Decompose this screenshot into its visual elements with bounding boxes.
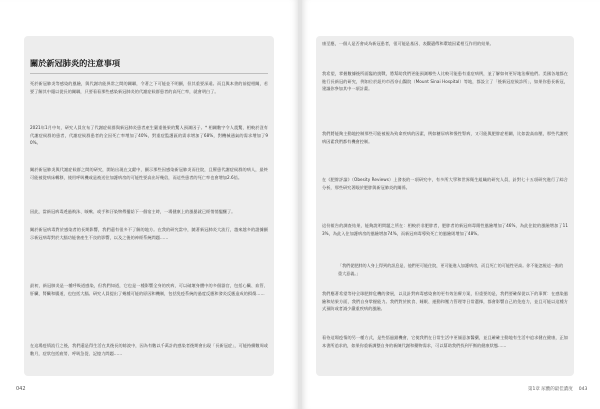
block-quote: 「我們從肥胖的人身上得到的訊息是，他們更可能住院，更可能進入加護病房，而且死亡的可能性更高。你不能忽視這一點的重大意義。」 bbox=[338, 263, 564, 276]
chapter-label: 第1章 尿酸的最佳濃度 bbox=[528, 387, 573, 392]
paragraph: 我們將能夠主動地控制那些可能被視為致命疾病的因素，例如糖尿病和慢性腎病，又可能與肥胖症相關，比如說高血壓，那些代謝疾病因素我們都有機會控制。 bbox=[322, 131, 568, 144]
paragraph: 看待這場疫情的另一種方式，是些悟過錯機會，它使我們在日常生活中更傾意加醫藥，並且確確主動地有生活中追求健在健康，正如本書所追求的，如果你重新調整自身的新陳代謝和藥物需求，可以幫助我們找到平衡的健康狀態…… bbox=[322, 335, 568, 348]
paragraph: 死於新冠肺炎等感染的風險，與代謝功能異常之間的關聯，令著之下可能並不明顯，但其重要深遠。而且與本書的前提相關，若要了解其中隱以從長的關聯，只要看看那些感染新冠肺炎的代謝症候群患者的高死亡率，就會明白了。 bbox=[30, 81, 268, 94]
sidebar-heading: 關於新冠肺炎的注意事項 bbox=[30, 58, 268, 74]
paragraph: 這份報告的調查結果，能夠說明問題之所在：相較於非肥胖者，肥胖者的新冠病毒陽性風險增加了46%，為此住院的風險增加了113%，為此入住加護病房的風險增加74%，而新冠病毒導致死亡的風險則增加了48%。 bbox=[322, 223, 568, 236]
page-number: 043 bbox=[578, 387, 588, 392]
page-number: 042 bbox=[16, 386, 26, 392]
paragraph: 在這場疫情流行之後，我們還是得生活在其後長的餘波中，因為有數以千萬計的感染者後期會出現「長新冠症」，可能持續數周或數月，症狀包括疲勞、呼吸急促、記憶力問題…… bbox=[30, 343, 268, 356]
paragraph: 因此，當新冠病毒透過飛沫、咳嗽、或手和汙染物傳播給下一個宿主時，一場健康上的風暴就已經悄悄醞釀了。 bbox=[30, 209, 236, 214]
paragraph: 2021年1月中旬，研究人員宣布了代謝症候群與新冠肺炎患者產生嚴重後果的驚人預測因子。* 相關數字令人震驚，相較於沒有代謝症候群的患者，代謝症候群患者的全因死亡率增加了40%，對重症監護區的需求增加了68%，對機械通氣的需求增加了90%。 bbox=[30, 125, 268, 146]
paragraph: 關於新冠病毒對於感染者的長期影響，我們還有很多不了解的地方。在我的研究當中，隨著新冠肺炎大流行，越來越多的證據顯示新冠病毒對於大腦功能會產生不良的影響，以及之後的神經系統問題…… bbox=[30, 227, 268, 240]
right-page bbox=[302, 0, 600, 409]
paragraph: 我希望，掌握數據後所面臨的挑戰，將幫助我們更能預測哪些人比較可能患有重症病例，並了解如何更好地治療他們。美國各地都在進行長新冠的研究，例如位於紐約市西奈山醫院（Mount Sinai Hospital）等地，都設立了「後新冠症候診所」，如果你患長新冠，建議你參加其中一項計畫。 bbox=[322, 71, 568, 92]
running-footer bbox=[528, 386, 587, 392]
paragraph: 最初，新冠肺炎是一種呼吸道感染，但我們知道，它也是一種影響全身的疾病，可以破壞身體中的多個器官，包括心臟、血管、肝臟、腎臟和腸道，也包括大腦。研究人員提出了幾種可能的原因和機制，包括免疫系統的過度反應和發炎反應造成的損傷…… bbox=[30, 283, 268, 296]
paragraph: 康至應，一個人是否會成為新冠患者，很可能是基因、表觀遺傳和環境因素相互作用的結果。 bbox=[322, 41, 494, 46]
paragraph: 關於新冠肺炎與代謝症候群之間的研究，開始出現在文獻中，顯示那些因感染新冠肺炎而住院，且罹患代謝症候群的病人，最終可能被從病床轉移，使用呼吸機或是被送往加護病房的可能性要高出好幾倍，而這些患者的死亡率也會增加2.6倍。 bbox=[30, 167, 268, 180]
paragraph: 我們應著希望等待全球肥胖危機的發展，以及針對病毒感染會的更有效治療方案，但重要的是，我們要確保從以下的事實：在感染風險和結果方面，我們自身掌握能力。我們對於飲食、睡眠、運動和壓力管理等日常選擇，都會影響自己的免疫力，並且可能以這種方式預防或者減少嚴重疾病的風險。 bbox=[322, 291, 568, 312]
paragraph: 在《肥胖評論》（Obesity Reviews）上發表的一項研究中，有多所大學和世界衛生組織的研究人員，針對七十五項研究進行了綜合分析，那些研究著眼於肥胖與新冠肺炎的關係。 bbox=[322, 177, 568, 190]
left-page bbox=[0, 0, 298, 409]
